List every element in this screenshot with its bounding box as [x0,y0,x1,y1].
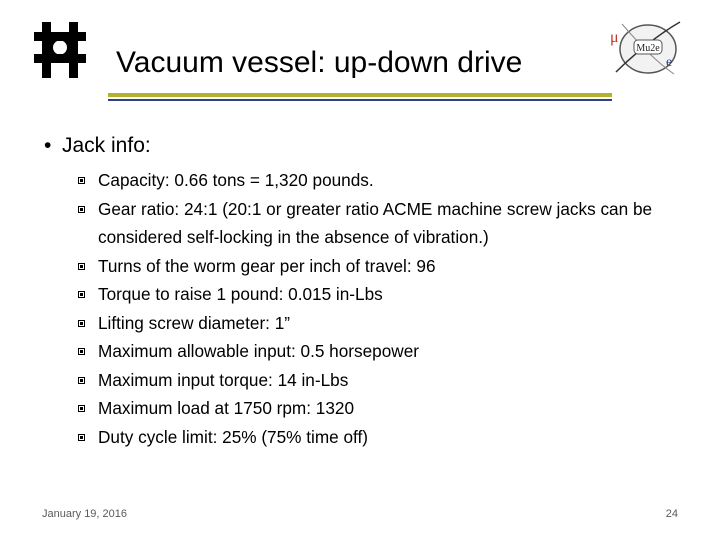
page-number: 24 [665,508,678,520]
fermilab-logo-icon [28,18,92,82]
list-item: Maximum allowable input: 0.5 horsepower [78,337,688,366]
square-bullet-icon [78,291,85,298]
e-symbol: e [666,55,673,70]
square-bullet-icon [78,320,85,327]
main-bullet [44,134,151,158]
footer-date: January 19, 2016 [42,508,128,520]
jack-info-list [78,166,688,451]
square-bullet-icon [78,263,85,270]
list-item: Turns of the worm gear per inch of travel: 96 [78,252,688,281]
mu2e-logo-icon [604,14,686,82]
title-rule-blue [108,99,612,101]
square-bullet-icon [78,405,85,412]
slide-title: Vacuum vessel: up-down drive [116,46,523,79]
list-item: Lifting screw diameter: 1” [78,309,688,338]
square-bullet-icon [78,206,85,213]
bullet-dot: • [44,134,52,157]
square-bullet-icon [78,434,85,441]
list-item: Maximum input torque: 14 in-Lbs [78,366,688,395]
mu2e-logo-text: Mu2e [636,43,660,54]
title-rule-gold [108,93,612,97]
list-item: Duty cycle limit: 25% (75% time off) [78,423,688,452]
square-bullet-icon [78,377,85,384]
main-bullet-text: Jack info: [62,134,151,157]
square-bullet-icon [78,177,85,184]
list-item: Torque to raise 1 pound: 0.015 in-Lbs [78,280,688,309]
list-item: Capacity: 0.66 tons = 1,320 pounds. [78,166,688,195]
mu-symbol: μ [610,29,619,46]
square-bullet-icon [78,348,85,355]
list-item: Gear ratio: 24:1 (20:1 or greater ratio ACME machine screw jacks can be considered self-locking in the absence of vibration.) [78,195,688,252]
list-item: Maximum load at 1750 rpm: 1320 [78,394,688,423]
